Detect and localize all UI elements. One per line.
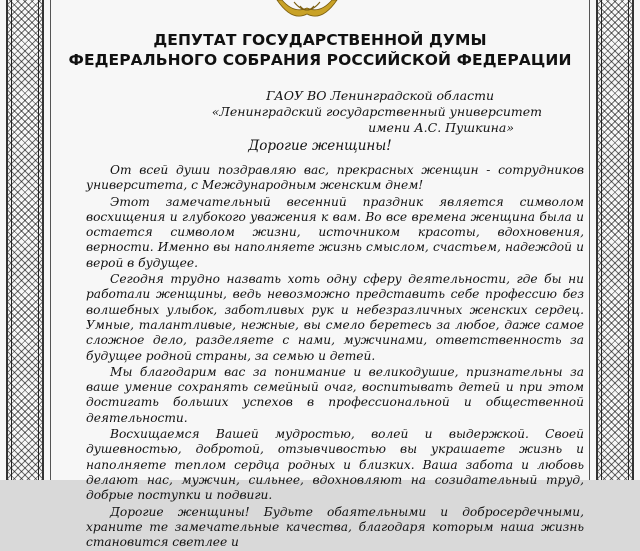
coat-of-arms-emblem (272, 0, 342, 22)
letterhead-title (60, 30, 580, 70)
body-paragraph: Мы благодарим вас за понимание и великодушие, признательны за ваше умение сохранять семейный очаг, воспитывать детей и при этом достигать больших успехов в профессиональной и общественной деятельности. (86, 364, 584, 425)
addressee-line-3: имени А.С. Пушкина» (368, 120, 514, 135)
body-paragraph: Восхищаемся Вашей мудростью, волей и выдержкой. Своей душевностью, добротой, отзывчивостью вы украшаете жизнь и наполняете теплом сердца родных и близких. Ваша забота и любовь делают нас, мужчин, сильнее, вдохновляют на созидательный труд, добрые поступки и подвиги. (86, 427, 584, 503)
letter-body (86, 163, 584, 551)
addressee-line-1: ГАОУ ВО Ленинградской области (266, 88, 494, 103)
inner-rule-left (50, 0, 51, 480)
decorative-border-left (6, 0, 44, 480)
greeting-heading: Дорогие женщины! (248, 138, 392, 154)
addressee-line-2: «Ленинградский государственный университет (211, 104, 542, 119)
letterhead-line-1: ДЕПУТАТ ГОСУДАРСТВЕННОЙ ДУМЫ (153, 31, 487, 49)
body-paragraph: Дорогие женщины! Будьте обаятельными и добросердечными, храните те замечательные качества, благодаря которым наша жизнь становится светлее и (86, 504, 584, 550)
letterhead-line-2: ФЕДЕРАЛЬНОГО СОБРАНИЯ РОССИЙСКОЙ ФЕДЕРАЦИИ (68, 51, 572, 69)
decorative-border-right (596, 0, 634, 480)
body-paragraph: Этот замечательный весенний праздник является символом восхищения и глубокого уважения к вам. Во все времена женщина была и остается символом жизни, источником красоты, вдохновения, верности. Именно вы наполняете жизнь смыслом, счастьем, надеждой и верой в будущее. (86, 194, 584, 270)
inner-rule-right (589, 0, 590, 480)
addressee-block (212, 88, 542, 136)
body-paragraph: Сегодня трудно назвать хоть одну сферу деятельности, где бы ни работали женщины, ведь невозможно представить себе профессию без волшебных улыбок, заботливых рук и небезразличных женских сердец. Умные, талантливые, нежные, вы смело беретесь за любое, даже самое сложное дело, разделяете с нами, мужчинами, ответственность за будущее родной страны, за семью и детей. (86, 272, 584, 363)
body-paragraph: От всей души поздравляю вас, прекрасных женщин - сотрудников университета, с Международным женским днем! (86, 163, 584, 193)
